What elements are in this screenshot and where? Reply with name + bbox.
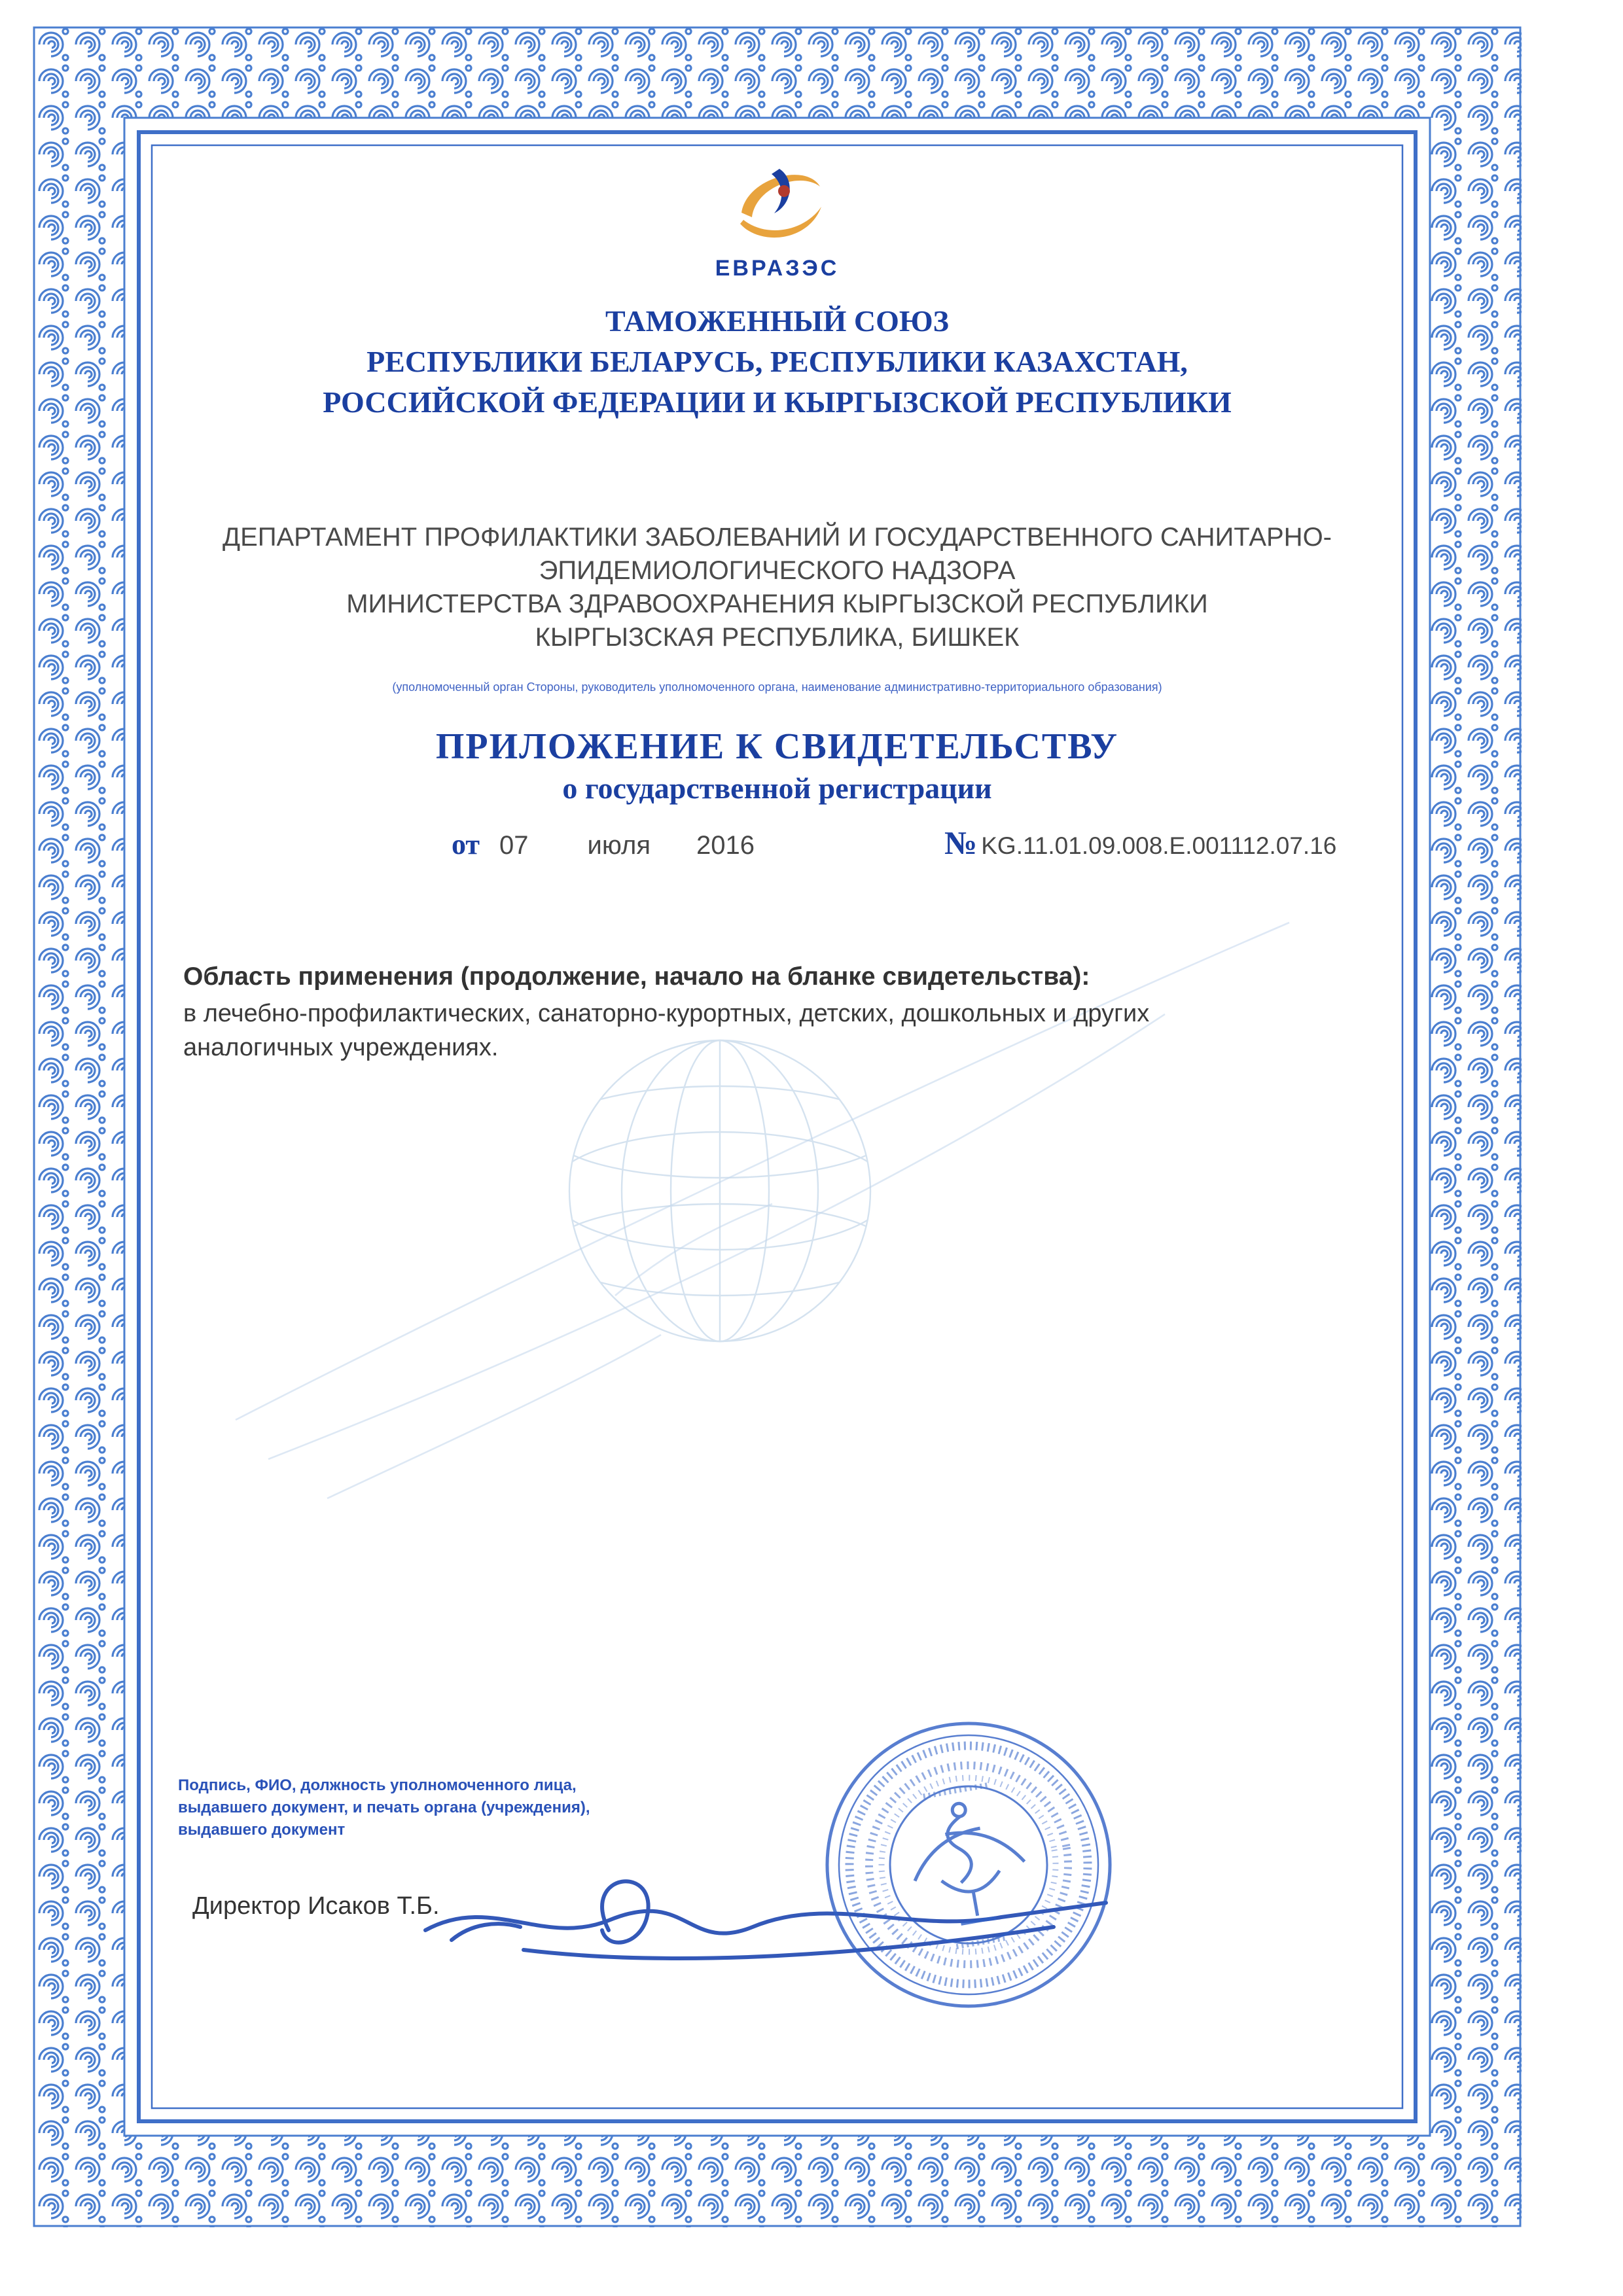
document-content [164, 150, 1391, 1065]
eurasec-logo [164, 150, 1391, 281]
authority-caption: (уполномоченный орган Стороны, руководитель уполномоченного органа, наименование административно-территориального образования) [392, 680, 1162, 694]
scope-body [183, 997, 1391, 1065]
issue-day: 07 [499, 831, 529, 860]
doc-subtitle: о государственной регистрации [562, 771, 992, 805]
scope-body-line1: в лечебно-профилактических, санаторно-курортных, детских, дошкольных и других [183, 1000, 1150, 1027]
doc-title-block [164, 724, 1391, 807]
authority-line4: КЫРГЫЗСКАЯ РЕСПУБЛИКА, БИШКЕК [535, 623, 1020, 652]
signatory-name: Директор Исаков Т.Б. [192, 1892, 440, 1920]
official-seal-stamp [815, 1711, 1122, 2019]
eurasec-emblem-icon [722, 150, 833, 249]
scope-body-line2: аналогичных учреждениях. [183, 1034, 499, 1061]
number-label: № [944, 824, 978, 861]
doc-title: ПРИЛОЖЕНИЕ К СВИДЕТЕЛЬСТВУ [435, 726, 1119, 767]
issue-row [164, 824, 1391, 862]
seal-emblem-icon [903, 1794, 1033, 1931]
scope-section [164, 960, 1391, 1065]
issue-month: июля [587, 831, 651, 860]
logo-caption: ЕВРАЗЭС [715, 256, 840, 281]
signature-note-line2: выдавшего документ, и печать органа (учреждения), [178, 1799, 590, 1816]
issue-year: 2016 [696, 831, 755, 860]
scope-heading: Область применения (продолжение, начало на бланке свидетельства): [183, 963, 1090, 991]
signature-note-line3: выдавшего документ [178, 1821, 346, 1839]
union-header-line1: ТАМОЖЕННЫЙ СОЮЗ [605, 304, 949, 338]
issue-date-label: от [452, 828, 480, 860]
union-header-line2: РЕСПУБЛИКИ БЕЛАРУСЬ, РЕСПУБЛИКИ КАЗАХСТАН, [366, 345, 1188, 378]
authority-line2: ЭПИДЕМИОЛОГИЧЕСКОГО НАДЗОРА [539, 556, 1016, 585]
authority-line1: ДЕПАРТАМЕНТ ПРОФИЛАКТИКИ ЗАБОЛЕВАНИЙ И ГОСУДАРСТВЕННОГО САНИТАРНО- [222, 523, 1332, 552]
union-header [164, 301, 1391, 423]
signature-note-line1: Подпись, ФИО, должность уполномоченного лица, [178, 1776, 577, 1794]
issuing-authority [164, 521, 1391, 654]
authority-line3: МИНИСТЕРСТВА ЗДРАВООХРАНЕНИЯ КЫРГЫЗСКОЙ РЕСПУБЛИКИ [346, 590, 1208, 618]
registration-number: KG.11.01.09.008.E.001112.07.16 [981, 832, 1337, 859]
union-header-line3: РОССИЙСКОЙ ФЕДЕРАЦИИ И КЫРГЫЗСКОЙ РЕСПУБЛИКИ [323, 385, 1232, 419]
